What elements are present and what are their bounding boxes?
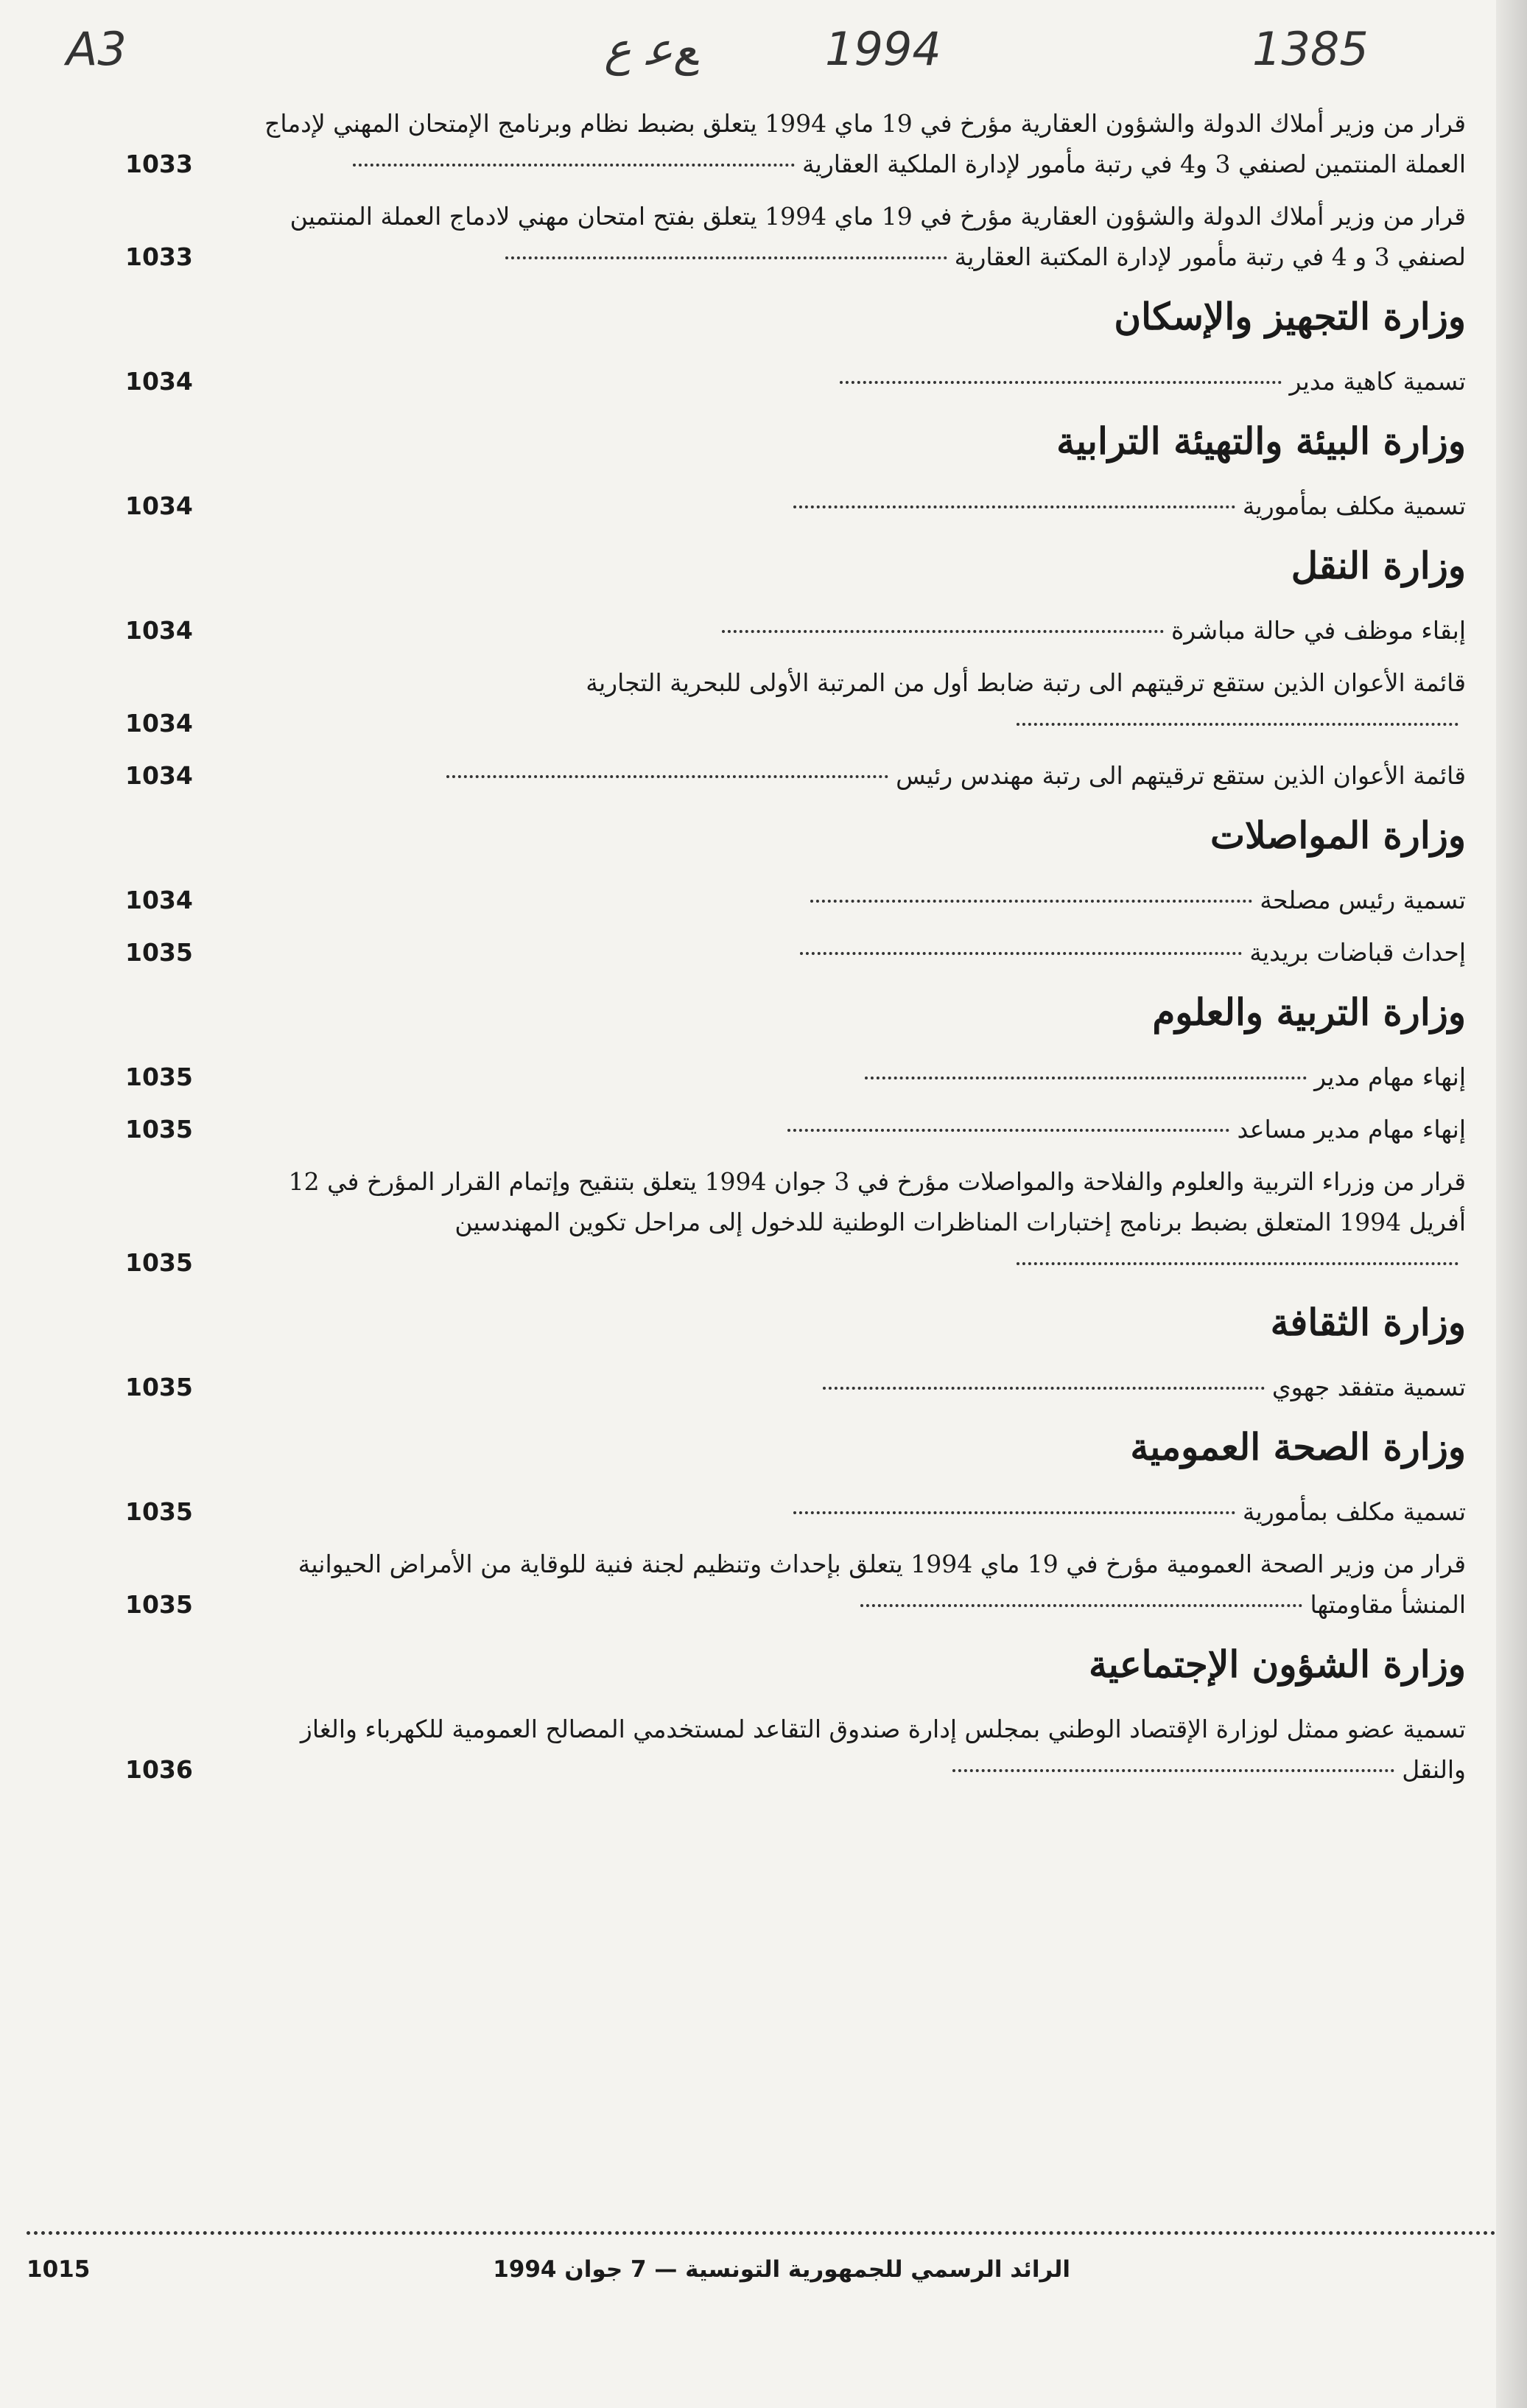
entry-label: تسمية مكلف بمأمورية [1242,491,1466,520]
entry-label: قرار من وزير أملاك الدولة والشؤون العقارية مؤرخ في 19 ماي 1994 يتعلق بفتح امتحان مهني لادماج العملة المنتمين لصنفي 3 و 4 في رتبة مأمور لإدارة المكتبة العقارية [289,202,1466,271]
section-title: وزارة النقل [1291,544,1466,587]
entry-page-number: 1035 [125,1373,193,1401]
entry-label: إنهاء مهام مدير [1314,1063,1466,1091]
entry-page-number: 1035 [125,938,193,967]
dotted-leader [1017,723,1458,726]
entry-label: قائمة الأعوان الذين ستقع ترقيتهم الى رتبة ضابط أول من المرتبة الأولى للبحرية التجارية [586,668,1466,697]
entry-label: إحداث قباضات بريدية [1249,938,1466,967]
entry-page-number: 1035 [125,1063,193,1091]
entry-page-number: 1034 [125,491,193,520]
dotted-leader [823,1387,1265,1390]
dotted-leader [793,1511,1235,1514]
entry-text [258,662,1466,743]
entry-text [258,1709,1466,1790]
section-title: وزارة الصحة العمومية [1130,1425,1466,1469]
toc-entry [125,1544,1466,1625]
entry-text [258,1109,1466,1149]
handwritten-mark-middle: ﻊﻋ ع [604,22,698,76]
toc-entry [125,610,1466,651]
dotted-leader [793,505,1235,508]
toc-entry [125,755,1466,796]
entry-label: إبقاء موظف في حالة مباشرة [1170,616,1466,645]
entry-text [258,103,1466,184]
entry-page-number: 1035 [125,1590,193,1619]
toc-entry [125,1491,1466,1532]
section-title: وزارة التربية والعلوم [1152,990,1466,1034]
entry-text [258,1367,1466,1407]
entry-page-number: 1034 [125,367,193,396]
entry-page-number: 1033 [125,242,193,271]
entry-label: تسمية متفقد جهوي [1271,1373,1466,1401]
entry-label: تسمية كاهية مدير [1289,367,1466,396]
dotted-leader [865,1077,1307,1079]
entry-text [258,361,1466,402]
entry-label: قرار من وزير الصحة العمومية مؤرخ في 19 ماي 1994 يتعلق بإحداث وتنظيم لجنة فنية للوقاية من الأمراض الحيوانية المنشأ مقاومتها [298,1550,1466,1619]
handwritten-year: 1994 [825,22,941,76]
toc-section [125,990,1466,1283]
entry-text [258,1544,1466,1625]
footer-publication-title: الرائد الرسمي للجمهورية التونسية — 7 جوان 1994 [493,2256,1070,2283]
entry-page-number: 1034 [125,616,193,645]
entry-text [258,932,1466,973]
toc-entry [125,196,1466,277]
toc-entry [125,1057,1466,1097]
toc-section [125,813,1466,973]
toc-section [125,103,1466,277]
entry-text [258,196,1466,277]
entry-page-number: 1034 [125,761,193,790]
entry-page-number: 1035 [125,1497,193,1526]
dotted-leader [722,630,1164,633]
entry-text [258,486,1466,526]
dotted-leader [952,1769,1394,1772]
toc-entry [125,1709,1466,1790]
footer-divider [27,2231,1496,2235]
section-title: وزارة البيئة والتهيئة الترابية [1056,419,1466,463]
adjacent-page-edge [1496,0,1527,2408]
dotted-leader [810,900,1252,903]
dotted-leader [787,1129,1229,1132]
entry-text [258,1057,1466,1097]
section-title: وزارة الثقافة [1270,1301,1466,1344]
entry-label: تسمية عضو ممثل لوزارة الإقتصاد الوطني بمجلس إدارة صندوق التقاعد لمستخدمي المصالح العمومية للكهرباء والغاز والنقل [300,1715,1466,1784]
dotted-leader [1017,1262,1458,1265]
entry-page-number: 1035 [125,1115,193,1144]
dotted-leader [860,1604,1302,1607]
dotted-leader [800,952,1242,955]
entry-text [258,610,1466,651]
dotted-leader [446,775,888,778]
toc-section [125,295,1466,402]
entry-text [258,755,1466,796]
toc-entry [125,361,1466,402]
dotted-leader [505,256,947,259]
entry-label: قائمة الأعوان الذين ستقع ترقيتهم الى رتبة مهندس رئيس [896,761,1466,790]
section-title: وزارة التجهيز والإسكان [1114,295,1466,338]
toc-section [125,544,1466,796]
handwritten-mark-right: 1385 [1252,22,1369,76]
toc-entry [125,880,1466,920]
toc-section [125,1642,1466,1790]
toc-entry [125,1109,1466,1149]
toc-section [125,1301,1466,1407]
entry-text [258,1491,1466,1532]
entry-page-number: 1035 [125,1248,193,1277]
toc-entry [125,486,1466,526]
entry-page-number: 1036 [125,1755,193,1784]
toc-entry [125,1367,1466,1407]
section-title: وزارة المواصلات [1210,813,1466,857]
dotted-leader [353,164,795,167]
entry-label: تسمية رئيس مصلحة [1260,886,1466,914]
entry-label: قرار من وزراء التربية والعلوم والفلاحة والمواصلات مؤرخ في 3 جوان 1994 يتعلق بتنقيح وإتمام القرار المؤرخ في 12 أفريل 1994 المتعلق بضبط برنامج إختبارات المناظرات الوطنية للدخول إلى مراحل تكوين المهندسين [288,1167,1466,1236]
entry-page-number: 1034 [125,886,193,914]
toc-entry [125,103,1466,184]
page-footer [0,2256,1527,2293]
section-title: وزارة الشؤون الإجتماعية [1088,1642,1466,1686]
entry-page-number: 1034 [125,709,193,738]
toc-section [125,419,1466,526]
entry-label: قرار من وزير أملاك الدولة والشؤون العقارية مؤرخ في 19 ماي 1994 يتعلق بضبط نظام وبرنامج الإمتحان المهني لإدماج العملة المنتمين لصنفي 3 و4 في رتبة مأمور لإدارة الملكية العقارية [264,109,1466,178]
dotted-leader [840,381,1282,384]
toc-entry [125,932,1466,973]
entry-label: تسمية مكلف بمأمورية [1242,1497,1466,1526]
handwritten-mark-left: A3 [66,22,127,76]
footer-page-number: 1015 [27,2256,91,2283]
table-of-contents [125,103,1466,1802]
toc-entry [125,662,1466,743]
toc-section [125,1425,1466,1625]
toc-entry [125,1161,1466,1283]
entry-text [258,1161,1466,1283]
entry-label: إنهاء مهام مدير مساعد [1237,1115,1466,1144]
entry-text [258,880,1466,920]
entry-page-number: 1033 [125,150,193,178]
